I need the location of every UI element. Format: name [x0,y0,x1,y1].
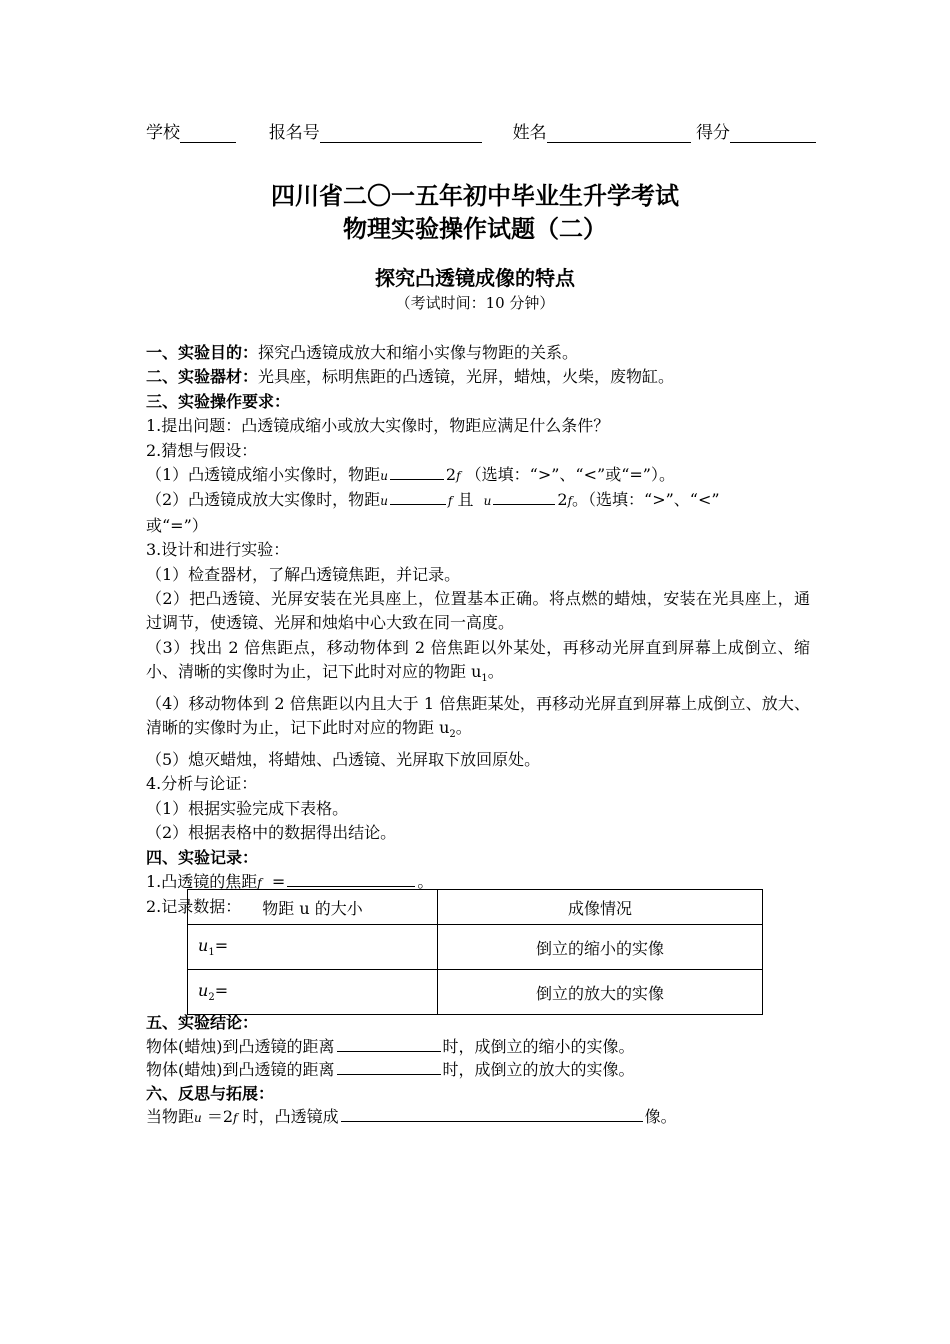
experiment-topic: 探究凸透镜成像的特点 [375,266,575,290]
conclusion-1-blank[interactable] [337,1035,441,1052]
table-row [188,925,763,970]
reg-no-blank[interactable] [320,124,482,143]
step-1: （1）检查器材，了解凸透镜焦距，并记录。 [146,564,461,584]
record-table [187,889,763,1015]
table-header-distance: 物距 u 的大小 [188,890,438,925]
guess-2-cont: 或“=”） [146,515,208,535]
conclusion-2-blank[interactable] [337,1058,441,1075]
guess-2-blank-a[interactable] [390,488,446,505]
question-4: 4.分析与论证： [146,774,258,794]
section-6-heading: 六、反思与拓展： [146,1083,275,1103]
step-2: （2）把凸透镜、光屏安装在光具座上，位置基本正确。将点燃的蜡烛，安装在光具座上，通过调节，使透镜、光屏和烛焰中心大致在同一高度。 [146,589,810,633]
question-3: 3.设计和进行实验： [146,540,290,560]
section-3-heading: 三、实验操作要求： [146,391,291,411]
focal-length-line: 1.凸透镜的焦距f = 。 [146,871,434,891]
section-2: 二、实验器材：光具座，标明焦距的凸透镜，光屏，蜡烛，火柴，废物缸。 [146,367,675,387]
section-1: 一、实验目的：探究凸透镜成放大和缩小实像与物距的关系。 [146,343,579,362]
conclusion-body [146,1011,810,1131]
step-4: （4）移动物体到 2 倍焦距以内且大于 1 倍焦距某处，再移动光屏直到屏幕上成倒立、放大、清晰的实像时为止，记下此时对应的物距 $u_2$。 [146,693,810,741]
name-label: 姓名 [512,123,547,143]
table-header-row [188,890,763,925]
table-cell-image-2: 倒立的放大的实像 [438,970,763,1015]
exam-time: （考试时间：10 分钟） [395,294,555,312]
step-5: （5）熄灭蜡烛，将蜡烛、凸透镜、光屏取下放回原处。 [146,749,541,769]
record-data-label: 2.记录数据： [146,897,242,917]
name-blank[interactable] [547,124,691,143]
analysis-2: （2）根据表格中的数据得出结论。 [146,823,397,843]
analysis-1: （1）根据实验完成下表格。 [146,798,349,818]
score-blank[interactable] [730,124,816,143]
reflection-blank[interactable] [341,1105,643,1122]
table-header-image: 成像情况 [438,890,763,925]
reflection-line: 当物距u ＝2f 时，凸透镜成 像。 [146,1107,677,1127]
table-cell-u2[interactable]: $u_2=$ [188,970,438,1015]
score-label: 得分 [696,123,731,143]
question-1: 1.提出问题：凸透镜成缩小或放大实像时，物距应满足什么条件？ [146,416,610,436]
table-cell-image-1: 倒立的缩小的实像 [438,925,763,970]
school-label: 学校 [146,123,180,143]
table-row [188,970,763,1015]
guess-1: （1）凸透镜成缩小实像时，物距u 2f （选填：“>”、“<”或“=”）。 [146,465,675,485]
exam-subtitle: 物理实验操作试题（二） [343,215,607,243]
question-2: 2.猜想与假设： [146,440,258,460]
guess-2: （2）凸透镜成放大实像时，物距u f 且 u 2f。（选填：“>”、“<” [146,490,720,510]
guess-2-blank-b[interactable] [493,488,555,505]
guess-1-blank[interactable] [390,463,444,480]
focal-length-blank[interactable] [287,870,415,887]
section-body [146,341,810,920]
section-5-heading: 五、实验结论： [146,1013,259,1032]
school-blank[interactable] [180,124,236,143]
header-fields [146,118,816,143]
section-4-heading: 四、实验记录： [146,847,259,867]
step-3: （3）找出 2 倍焦距点，移动物体到 2 倍焦距以外某处，再移动光屏直到屏幕上成倒立、缩小、清晰的实像时为止，记下此时对应的物距 $u_1$。 [146,637,810,685]
conclusion-1: 物体(蜡烛)到凸透镜的距离 时，成倒立的缩小的实像。 [146,1036,635,1056]
exam-title: 四川省二〇一五年初中毕业生升学考试 [271,182,679,210]
table-cell-u1[interactable]: $u_1=$ [188,925,438,970]
reg-no-label: 报名号 [268,123,320,143]
conclusion-2: 物体(蜡烛)到凸透镜的距离 时，成倒立的放大的实像。 [146,1060,635,1080]
